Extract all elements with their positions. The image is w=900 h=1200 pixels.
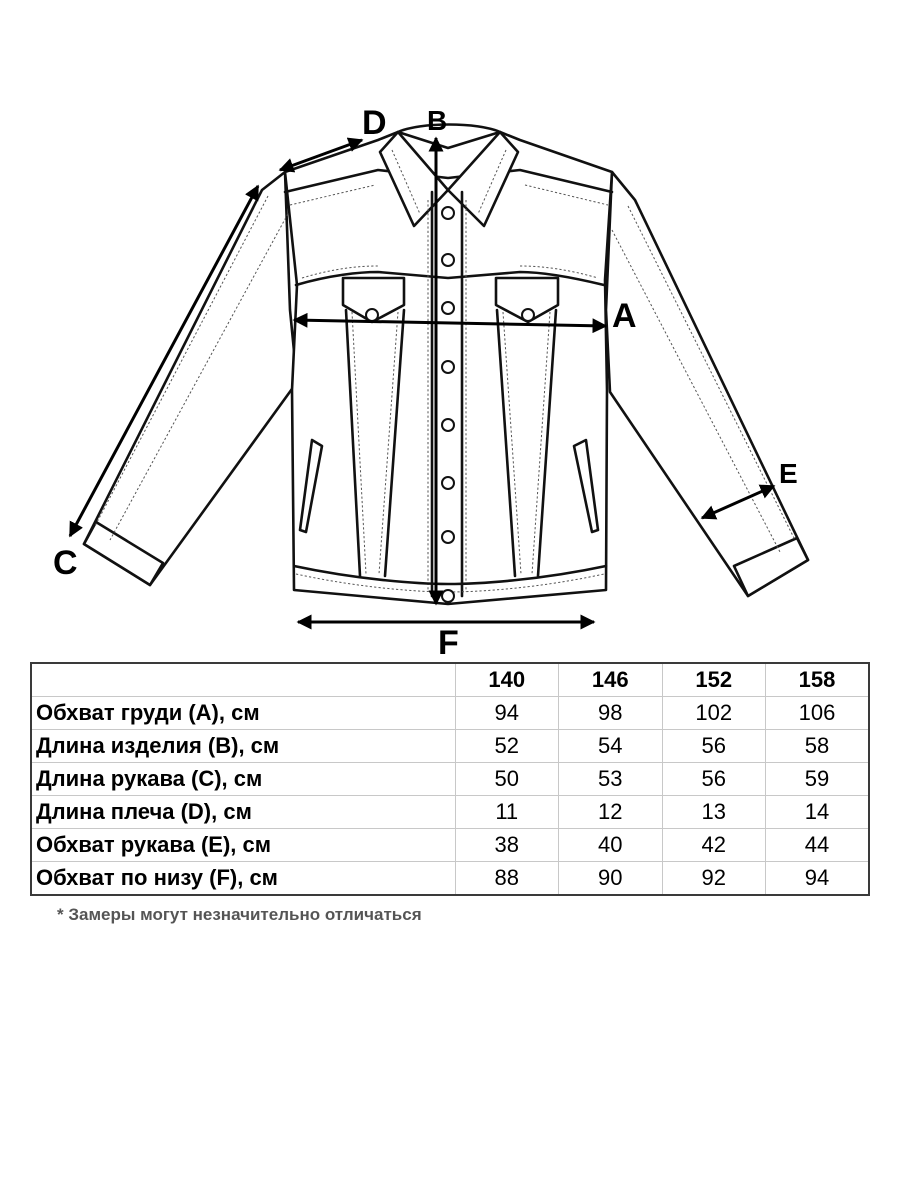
- row-label: Длина рукава (C), см: [31, 763, 455, 796]
- row-label: Длина изделия (B), см: [31, 730, 455, 763]
- table-cell: 40: [559, 829, 663, 862]
- table-cell: 14: [766, 796, 870, 829]
- label-b: B: [427, 105, 448, 136]
- size-header-row: [31, 663, 869, 697]
- table-cell: 44: [766, 829, 870, 862]
- table-cell: 102: [662, 697, 766, 730]
- size-header-140: 140: [455, 663, 559, 697]
- table-cell: 42: [662, 829, 766, 862]
- table-cell: 50: [455, 763, 559, 796]
- table-cell: 59: [766, 763, 870, 796]
- row-label: Обхват рукава (E), см: [31, 829, 455, 862]
- table-cell: 58: [766, 730, 870, 763]
- table-cell: 56: [662, 763, 766, 796]
- table-cell: 90: [559, 862, 663, 896]
- table-cell: 94: [455, 697, 559, 730]
- size-header-158: 158: [766, 663, 870, 697]
- label-d: D: [362, 104, 387, 142]
- row-label: Обхват груди (A), см: [31, 697, 455, 730]
- table-cell: 106: [766, 697, 870, 730]
- table-row: [31, 730, 869, 763]
- left-sleeve: [84, 172, 297, 585]
- right-sleeve: [606, 172, 808, 596]
- table-cell: 54: [559, 730, 663, 763]
- label-f: F: [438, 624, 459, 660]
- jacket-drawing: [84, 125, 808, 605]
- table-cell: 92: [662, 862, 766, 896]
- size-header-146: 146: [559, 663, 663, 697]
- table-cell: 13: [662, 796, 766, 829]
- label-e: E: [779, 458, 798, 489]
- table-cell: 52: [455, 730, 559, 763]
- row-label: Обхват по низу (F), см: [31, 862, 455, 896]
- size-header-corner: [31, 663, 455, 697]
- table-cell: 11: [455, 796, 559, 829]
- table-cell: 94: [766, 862, 870, 896]
- table-cell: 88: [455, 862, 559, 896]
- label-c: C: [53, 544, 78, 582]
- row-label: Длина плеча (D), см: [31, 796, 455, 829]
- table-row: [31, 763, 869, 796]
- table-row: [31, 829, 869, 862]
- table-row: [31, 862, 869, 896]
- size-table: [30, 662, 870, 896]
- table-cell: 12: [559, 796, 663, 829]
- table-cell: 98: [559, 697, 663, 730]
- table-cell: 38: [455, 829, 559, 862]
- table-row: [31, 697, 869, 730]
- label-a: A: [612, 297, 637, 335]
- table-cell: 56: [662, 730, 766, 763]
- measurement-footnote: * Замеры могут незначительно отличаться: [57, 905, 422, 924]
- size-header-152: 152: [662, 663, 766, 697]
- table-row: [31, 796, 869, 829]
- table-cell: 53: [559, 763, 663, 796]
